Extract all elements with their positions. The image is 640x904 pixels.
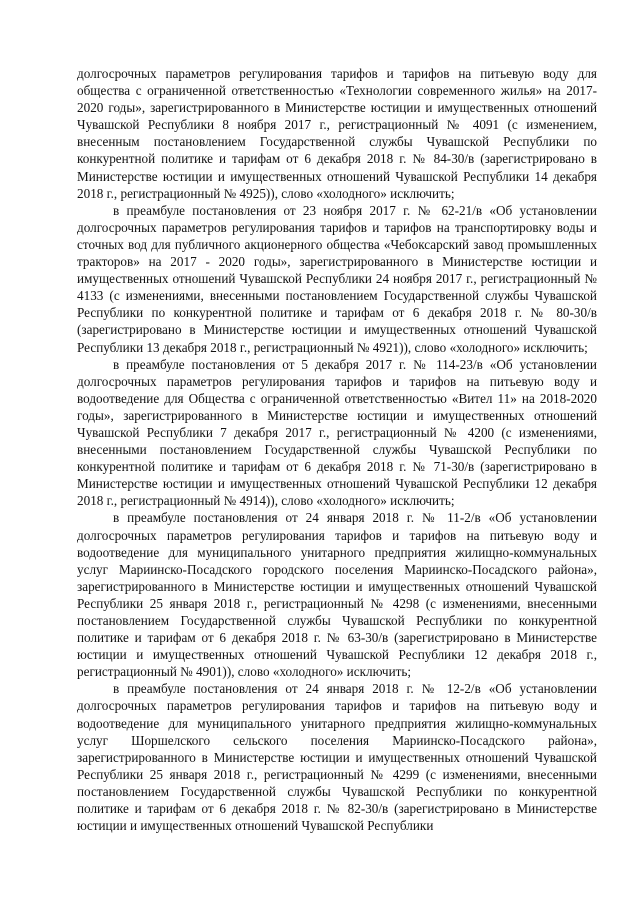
paragraph-vitel-11: в преамбуле постановления от 5 декабря 2017 г. № 114-23/в «Об установлении долгосрочных параметров регулирования тарифов и тарифов на питьевую воду и водоотведение для Общества с ограниченной ответственностью «Вител 11» на 2018-2020 годы», зарегистрированного в Министерстве юстиции и имущественных отношений Чувашской Республики 7 декабря 2017 г., регистрационный № 4200 (с изменениями, внесенными постановлением Государственной службы Чувашской Республики по конкурентной политике и тарифам от 6 декабря 2018 г. № 71-30/в (зарегистрировано в Министерстве юстиции и имущественных отношений Чувашской Республики 12 декабря 2018 г., регистрационный № 4914)), слово «холодного» исключить;: [77, 356, 597, 509]
paragraph-tractor-plant: в преамбуле постановления от 23 ноября 2017 г. № 62-21/в «Об установлении долгосрочных параметров регулирования тарифов и тарифов на транспортировку воды и сточных вод для публичного акционерного общества «Чебоксарский завод промышленных тракторов» на 2017 - 2020 годы», зарегистрированного в Министерстве юстиции и имущественных отношений Чувашской Республики 24 ноября 2017 г., регистрационный № 4133 (с изменениями, внесенными постановлением Государственной службы Чувашской Республики по конкурентной политике и тарифам от 6 декабря 2018 г. № 80-30/в (зарегистрировано в Министерстве юстиции и имущественных отношений Чувашской Республики 13 декабря 2018 г., регистрационный № 4921)), слово «холодного» исключить;: [77, 202, 597, 355]
document-page: [77, 65, 597, 834]
paragraph-mariinsko-posad: в преамбуле постановления от 24 января 2018 г. № 11-2/в «Об установлении долгосрочных параметров регулирования тарифов и тарифов на питьевую воду и водоотведение для муниципального унитарного предприятия жилищно-коммунальных услуг Мариинско-Посадского городского поселения Мариинско-Посадского района», зарегистрированного в Министерстве юстиции и имущественных отношений Чувашской Республики 25 января 2018 г., регистрационный № 4298 (с изменениями, внесенными постановлением Государственной службы Чувашской Республики по конкурентной политике и тарифам от 6 декабря 2018 г. № 63-30/в (зарегистрировано в Министерстве юстиции и имущественных отношений Чувашской Республики 12 декабря 2018 г., регистрационный № 4901)), слово «холодного» исключить;: [77, 510, 597, 680]
paragraph-shorshely: в преамбуле постановления от 24 января 2018 г. № 12-2/в «Об установлении долгосрочных параметров регулирования тарифов и тарифов на питьевую воду и водоотведение для муниципального унитарного предприятия жилищно-коммунальных услуг Шоршелского сельского поселения Мариинско-Посадского района», зарегистрированного в Министерстве юстиции и имущественных отношений Чувашской Республики 25 января 2018 г., регистрационный № 4299 (с изменениями, внесенными постановлением Государственной службы Чувашской Республики по конкурентной политике и тарифам от 6 декабря 2018 г. № 82-30/в (зарегистрировано в Министерстве юстиции и имущественных отношений Чувашской Республики: [77, 681, 597, 834]
paragraph-continuation: долгосрочных параметров регулирования тарифов и тарифов на питьевую воду для общества с ограниченной ответственностью «Технологии современного жилья» на 2017-2020 годы», зарегистрированного в Министерстве юстиции и имущественных отношений Чувашской Республики 8 ноября 2017 г., регистрационный № 4091 (с изменением, внесенным постановлением Государственной службы Чувашской Республики по конкурентной политике и тарифам от 6 декабря 2018 г. № 84-30/в (зарегистрировано в Министерстве юстиции и имущественных отношений Чувашской Республики 14 декабря 2018 г., регистрационный № 4925)), слово «холодного» исключить;: [77, 66, 597, 201]
